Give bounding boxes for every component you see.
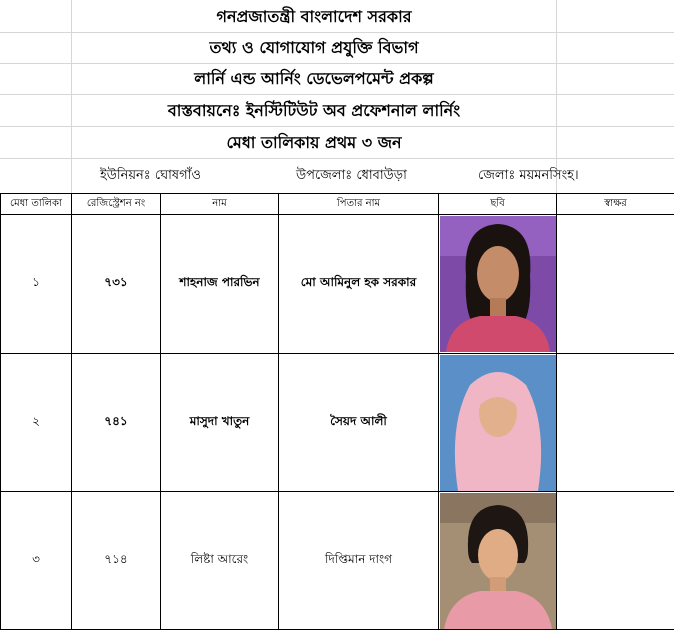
header-line-implementer: বাস্তবায়নেঃ ইনস্টিটিউট অব প্রফেশনাল লার্নিং [167, 101, 461, 120]
header-line-merit-list: মেধা তালিকায় প্রথম ৩ জন [226, 133, 402, 152]
district-label: জেলাঃ ময়মনসিংহ। [478, 168, 579, 183]
student-photo [440, 493, 556, 629]
merit-table [0, 193, 674, 630]
student-photo [440, 216, 556, 352]
column-header-name: নাম [161, 194, 279, 215]
column-header-rank: মেধা তালিকা [1, 194, 72, 215]
union-label: ইউনিয়নঃ ঘোষগাঁও [100, 168, 201, 183]
rank-cell: ২ [1, 354, 72, 492]
photo-cell [439, 492, 557, 630]
column-header-reg-no: রেজিস্ট্রেশন নং [72, 194, 161, 215]
photo-cell [439, 215, 557, 354]
column-header-photo: ছবি [439, 194, 557, 215]
reg-no-cell: ৭৪১ [72, 354, 161, 492]
reg-no-cell: ৭৩১ [72, 215, 161, 354]
name-cell: লিষ্টা আরেং [161, 492, 279, 630]
photo-portrait [440, 355, 556, 491]
father-name-cell: সৈয়দ আলী [279, 354, 439, 492]
signature-cell [557, 492, 674, 630]
table-row [1, 354, 674, 492]
upazila-label: উপজেলাঃ ধোবাউড়া [296, 168, 407, 183]
gridline [0, 158, 674, 159]
header-line-government: গনপ্রজাতন্ত্রী বাংলাদেশ সরকার [216, 7, 412, 26]
name-cell: শাহনাজ পারভিন [161, 215, 279, 354]
table-row [1, 215, 674, 354]
table-row [1, 492, 674, 630]
father-name-cell: দিপ্তিমান দাংগ [279, 492, 439, 630]
column-header-father: পিতার নাম [279, 194, 439, 215]
signature-cell [557, 354, 674, 492]
header-line-department: তথ্য ও যোগাযোগ প্রযুক্তি বিভাগ [209, 38, 419, 57]
father-name-cell: মো আমিনুল হক সরকার [279, 215, 439, 354]
photo-portrait [440, 216, 556, 352]
column-header-signature: স্বাক্ষর [557, 194, 674, 215]
student-photo [440, 355, 556, 491]
rank-cell: ৩ [1, 492, 72, 630]
rank-cell: ১ [1, 215, 72, 354]
reg-no-cell: ৭১৪ [72, 492, 161, 630]
photo-portrait [440, 493, 556, 629]
signature-cell [557, 215, 674, 354]
name-cell: মাসুদা খাতুন [161, 354, 279, 492]
header-line-project: লার্নি এন্ড আর্নিং ডেভেলপমেন্ট প্রকল্প [194, 69, 434, 88]
table-header-row [1, 194, 674, 215]
photo-cell [439, 354, 557, 492]
